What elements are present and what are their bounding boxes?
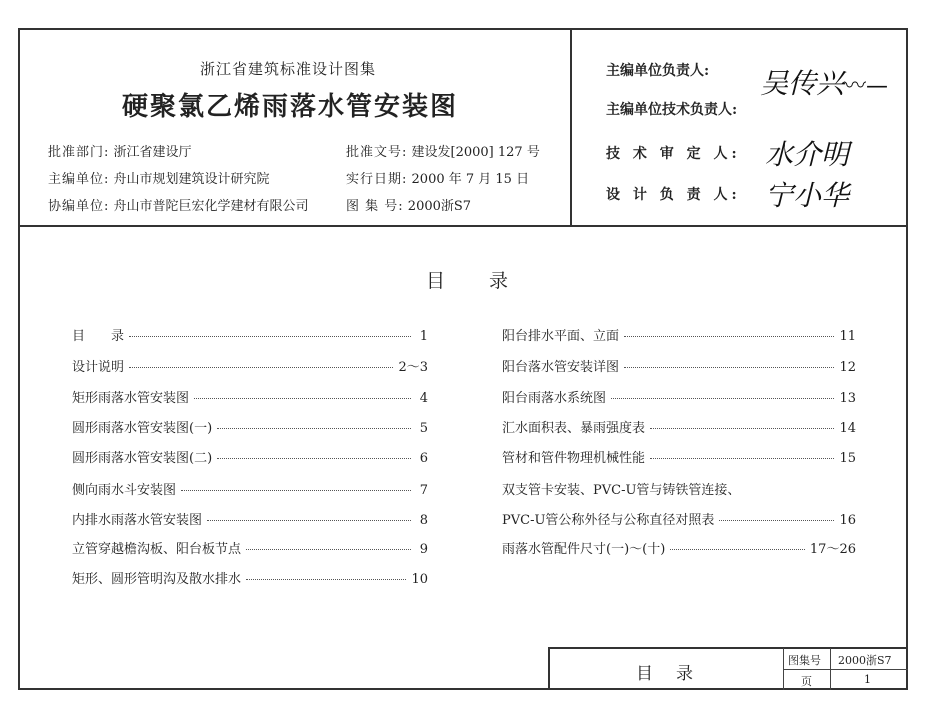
header-vertical-divider <box>570 28 572 226</box>
toc-item[interactable]: 阳台雨落水系统图 13 <box>502 391 856 406</box>
toc-item[interactable]: 侧向雨水斗安装图 7 <box>72 483 428 498</box>
info-co-editor: 协编单位: 舟山市普陀巨宏化学建材有限公司 <box>48 199 309 214</box>
signature-chief-unit-head: 吴传兴〰— <box>760 67 889 100</box>
atlas-no-value: 2000浙S7 <box>838 654 892 667</box>
role-chief-unit-head: 主编单位负责人: <box>606 63 710 79</box>
info-approval-dept: 批准部门: 浙江省建设厅 <box>48 145 192 160</box>
toc-item[interactable]: 设计说明 2～3 <box>72 360 428 375</box>
toc-item-continued[interactable]: 双支管卡安装、PVC-U管与铸铁管连接、 <box>502 483 741 498</box>
toc-item[interactable]: 管材和管件物理机械性能 15 <box>502 451 856 466</box>
toc-item[interactable]: 阳台落水管安装详图 12 <box>502 360 856 375</box>
title-block-left-rule <box>548 647 550 690</box>
toc-item[interactable]: 雨落水管配件尺寸(一)～(十) 17～26 <box>502 542 856 557</box>
info-effective-date: 实行日期: 2000 年 7 月 15 日 <box>346 172 530 187</box>
signature-tech-reviewer: 水介明 <box>765 138 850 171</box>
role-tech-head: 主编单位技术负责人: <box>606 102 738 118</box>
page-label: 页 <box>801 675 812 688</box>
page-value: 1 <box>864 673 871 686</box>
info-approval-no: 批准文号: 建设发[2000] 127 号 <box>346 145 540 160</box>
toc-heading: 目 录 <box>426 270 511 292</box>
title-block-top-rule <box>548 647 908 649</box>
toc-item[interactable]: PVC-U管公称外径与公称直径对照表 16 <box>502 513 856 528</box>
role-tech-reviewer: 技 术 审 定 人: <box>606 146 741 162</box>
toc-item[interactable]: 圆形雨落水管安装图(二) 6 <box>72 451 428 466</box>
role-design-lead: 设 计 负 责 人: <box>606 187 741 203</box>
toc-item[interactable]: 汇水面积表、暴雨强度表 14 <box>502 421 856 436</box>
drawing-title: 硬聚氯乙烯雨落水管安装图 <box>122 92 459 122</box>
toc-item[interactable]: 内排水雨落水管安装图 8 <box>72 513 428 528</box>
title-block-row-rule <box>783 669 908 670</box>
info-atlas-no: 图 集 号: 2000浙S7 <box>346 199 472 214</box>
toc-item[interactable]: 目 录 1 <box>72 329 428 344</box>
toc-item[interactable]: 立管穿越檐沟板、阳台板节点 9 <box>72 542 428 557</box>
info-chief-editor: 主编单位: 舟山市规划建筑设计研究院 <box>48 172 270 187</box>
toc-item[interactable]: 矩形、圆形管明沟及散水排水 10 <box>72 572 428 587</box>
signature-design-lead: 宁小华 <box>765 179 850 212</box>
toc-item[interactable]: 矩形雨落水管安装图 4 <box>72 391 428 406</box>
atlas-no-label: 图集号 <box>788 654 821 667</box>
toc-item[interactable]: 圆形雨落水管安装图(一) 5 <box>72 421 428 436</box>
toc-item[interactable]: 阳台排水平面、立面 11 <box>502 329 856 344</box>
series-title: 浙江省建筑标准设计图集 <box>200 60 377 78</box>
header-divider <box>18 225 908 227</box>
title-block-name: 目 录 <box>636 664 696 684</box>
